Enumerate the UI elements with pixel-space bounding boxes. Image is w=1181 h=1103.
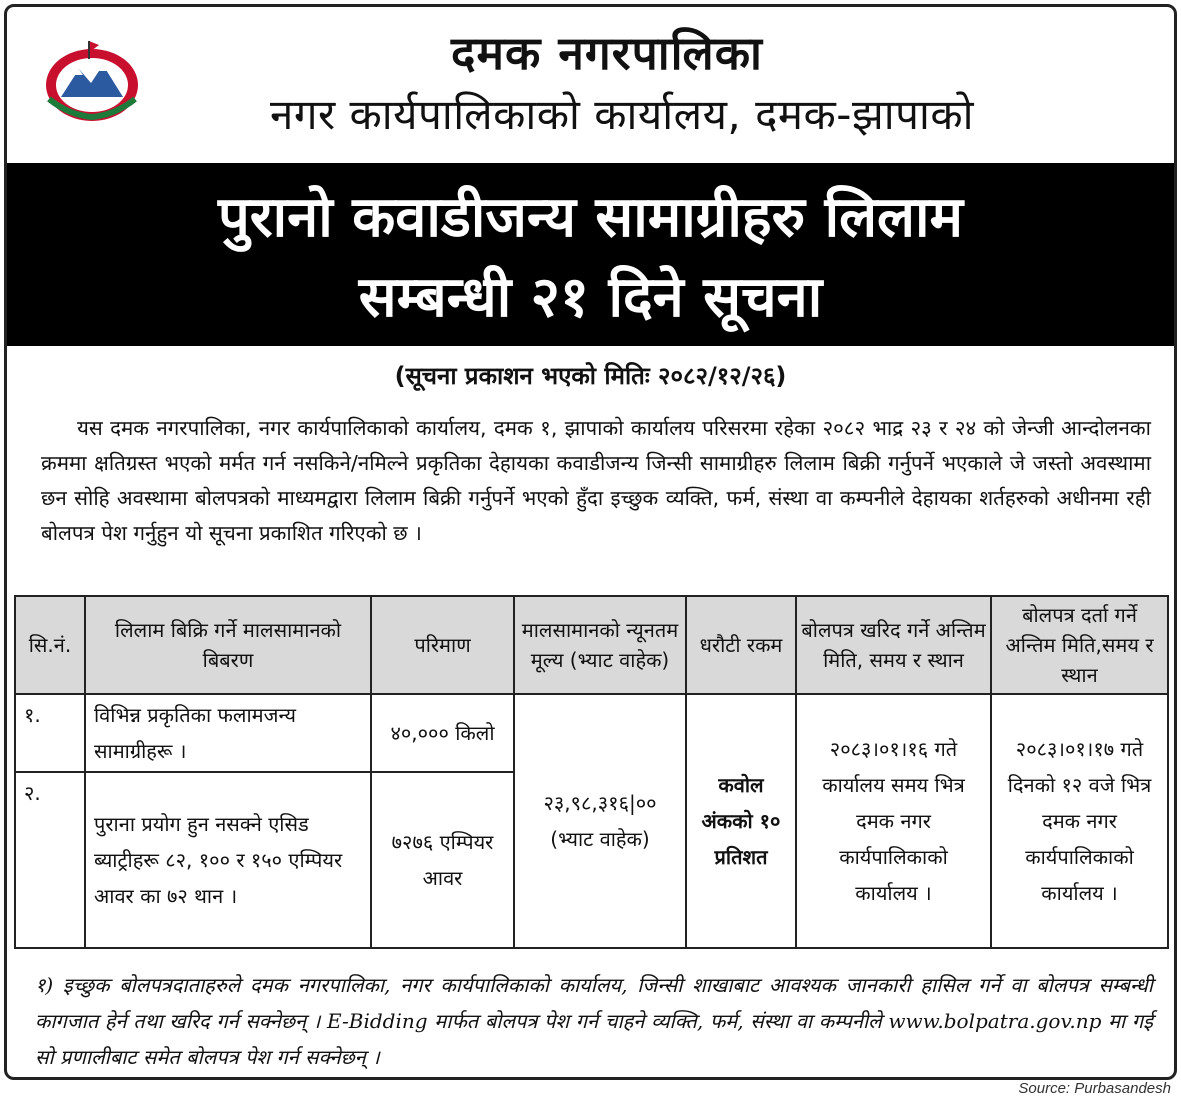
deposit-cell: कवोल अंकको १० प्रतिशत — [686, 694, 796, 948]
header — [7, 7, 1174, 163]
row-description: विभिन्न प्रकृतिका फलामजन्य सामाग्रीहरू । — [85, 694, 371, 772]
header-description: लिलाम बिक्रि गर्ने मालसामानको बिबरण — [85, 596, 371, 694]
header-register-deadline: बोलपत्र दर्ता गर्ने अन्तिम मिति,समय र स्थान — [991, 596, 1168, 694]
purchase-deadline-cell: २०८३।०१।१६ गते कार्यालय समय भित्र दमक नगर कार्यपालिकाको कार्यालय । — [796, 694, 991, 948]
municipality-name: दमक नगरपालिका — [451, 26, 763, 80]
intro-paragraph: यस दमक नगरपालिका, नगर कार्यपालिकाको कार्यालय, दमक १, झापाको कार्यालय परिसरमा रहेका २०८२ भाद्र २३ र २४ को जेन्जी आन्दोलनका क्रममा क्षतिग्रस्त भएको मर्मत गर्न नसकिने/नमिल्ने प्रकृतिका देहायका कवाडीजन्य जिन्सी सामाग्रीहरु लिलाम बिक्री गर्नुपर्ने भएकाले जे जस्तो अवस्थामा छन सोहि अवस्थामा बोलपत्रको माध्यमद्वारा लिलाम बिक्री गर्नुपर्ने भएको हुँदा इच्छुक व्यक्ति, फर्म, संस्था वा कम्पनीले देहायका शर्तहरुको अधीनमा रही बोलपत्र पेश गर्नुहुन यो सूचना प्रकाशित गरिएको छ । — [41, 416, 1151, 545]
row-quantity: ७२७६ एम्पियर आवर — [371, 772, 514, 948]
header-quantity: परिमाण — [371, 596, 514, 694]
row-quantity: ४०,००० किलो — [371, 694, 514, 772]
notice-banner — [7, 163, 1174, 346]
banner-line-1: पुरानो कवाडीजन्य सामाग्रीहरु लिलाम — [217, 185, 964, 250]
table-row — [15, 694, 1168, 772]
source-credit: Source: Purbasandesh — [1018, 1080, 1171, 1097]
row-description: पुराना प्रयोग हुन नसक्ने एसिड ब्याट्रीहरू ८२, १०० र १५० एम्पियर आवर का ७२ थान । — [85, 772, 371, 948]
row-serial: १. — [15, 694, 85, 772]
row-serial: २. — [15, 772, 85, 948]
auction-table — [14, 595, 1169, 949]
notice-frame — [4, 4, 1177, 1080]
municipality-emblem-icon — [39, 37, 145, 127]
banner-line-2: सम्बन्धी २१ दिने सूचना — [358, 265, 823, 330]
table-header-row — [15, 596, 1168, 694]
min-price-cell: २३,९८,३१६|०० (भ्याट वाहेक) — [514, 694, 686, 948]
publication-date: (सूचना प्रकाशन भएको मितिः २०८२/१२/२६) — [394, 362, 787, 390]
header-deposit: धरौटी रकम — [686, 596, 796, 694]
header-serial: सि.नं. — [15, 596, 85, 694]
office-name: नगर कार्यपालिकाको कार्यालय, दमक-झापाको — [270, 90, 974, 139]
header-min-price: मालसामानको न्यूनतम मूल्य (भ्याट वाहेक) — [514, 596, 686, 694]
notes: १) इच्छुक बोलपत्रदाताहरुले दमक नगरपालिका, नगर कार्यपालिकाको कार्यालय, जिन्सी शाखाबाट आवश्यक जानकारी हासिल गर्ने वा बोलपत्र सम्बन्धी कागजात हेर्न तथा खरिद गर्न सक्नेछन् । E-Bidding मार्फत बोलपत्र पेश गर्न चाहने व्यक्ति, फर्म, संस्था वा कम्पनीले www.bolpatra.gov.np मा गई सो प्रणालीबाट समेत बोलपत्र पेश गर्न सक्नेछन् । — [35, 973, 1153, 1069]
register-deadline-cell: २०८३।०१।१७ गते दिनको १२ वजे भित्र दमक नगर कार्यपालिकाको कार्यालय । — [991, 694, 1168, 948]
header-purchase-deadline: बोलपत्र खरिद गर्ने अन्तिम मिति, समय र स्थान — [796, 596, 991, 694]
